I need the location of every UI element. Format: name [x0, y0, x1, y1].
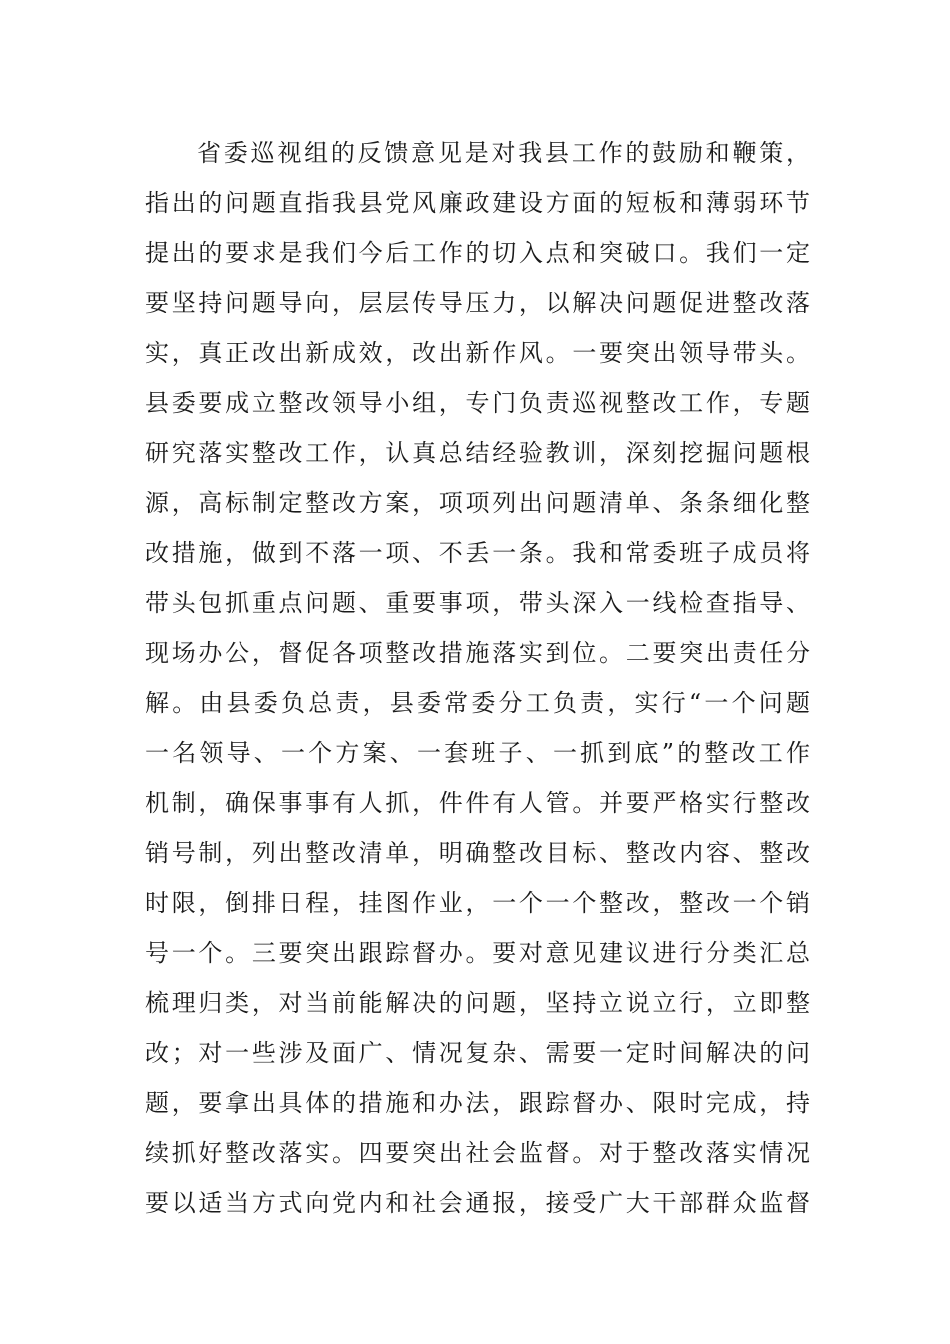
text-line-2: 指出的问题直指我县党风廉政建设方面的短板和薄弱环节	[145, 189, 810, 217]
text-line-1: 省委巡视组的反馈意见是对我县工作的鼓励和鞭策，	[197, 139, 810, 167]
text-line-12: 解。由县委负总责，县委常委分工负责，实行“一个问题	[145, 689, 810, 717]
text-line-22: 要以适当方式向党内和社会通报，接受广大干部群众监督	[145, 1189, 810, 1217]
text-line-20: 题，要拿出具体的措施和办法，跟踪督办、限时完成，持	[145, 1089, 810, 1117]
text-line-9: 改措施，做到不落一项、不丢一条。我和常委班子成员将	[145, 539, 810, 567]
text-line-17: 号一个。三要突出跟踪督办。要对意见建议进行分类汇总	[145, 939, 810, 967]
text-line-15: 销号制，列出整改清单，明确整改目标、整改内容、整改	[145, 839, 810, 867]
text-line-8: 源，高标制定整改方案，项项列出问题清单、条条细化整	[145, 489, 810, 517]
text-line-10: 带头包抓重点问题、重要事项，带头深入一线检查指导、	[145, 589, 810, 617]
body-paragraph	[145, 128, 810, 1228]
text-line-19: 改；对一些涉及面广、情况复杂、需要一定时间解决的问	[145, 1039, 810, 1067]
text-line-21: 续抓好整改落实。四要突出社会监督。对于整改落实情况	[145, 1139, 810, 1167]
text-line-14: 机制，确保事事有人抓，件件有人管。并要严格实行整改	[145, 789, 810, 817]
text-line-16: 时限，倒排日程，挂图作业，一个一个整改，整改一个销	[145, 889, 810, 917]
text-line-3: 提出的要求是我们今后工作的切入点和突破口。我们一定	[145, 239, 810, 267]
text-line-7: 研究落实整改工作，认真总结经验教训，深刻挖掘问题根	[145, 439, 810, 467]
text-line-6: 县委要成立整改领导小组，专门负责巡视整改工作，专题	[145, 389, 810, 417]
text-line-4: 要坚持问题导向，层层传导压力，以解决问题促进整改落	[145, 289, 810, 317]
text-line-5: 实，真正改出新成效，改出新作风。一要突出领导带头。	[145, 339, 810, 367]
text-line-13: 一名领导、一个方案、一套班子、一抓到底”的整改工作	[145, 739, 810, 767]
text-line-18: 梳理归类，对当前能解决的问题，坚持立说立行，立即整	[145, 989, 810, 1017]
text-line-11: 现场办公，督促各项整改措施落实到位。二要突出责任分	[145, 639, 810, 667]
